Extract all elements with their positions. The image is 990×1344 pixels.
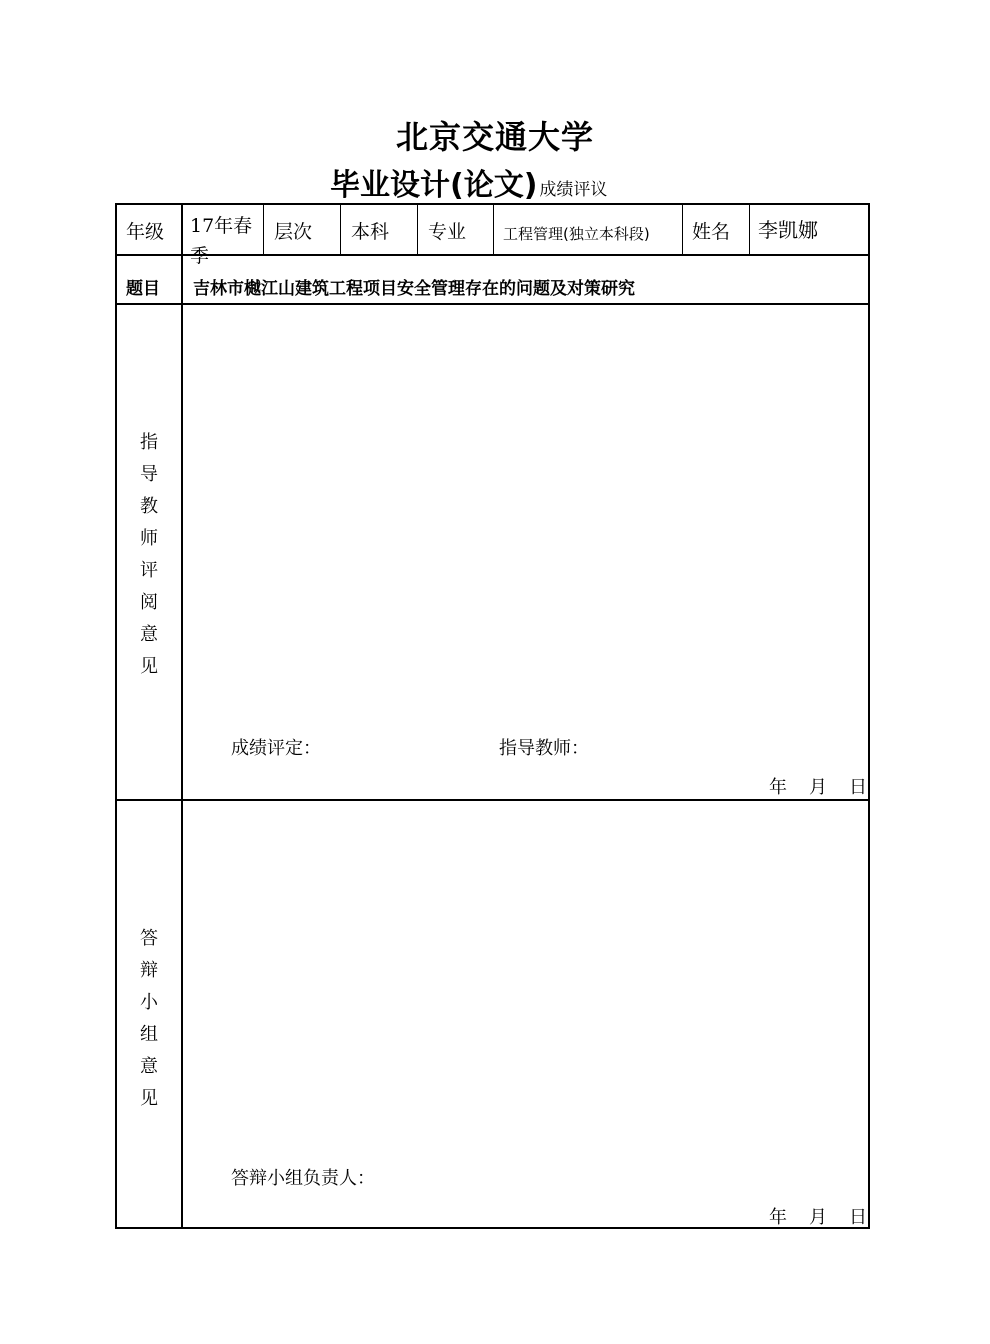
level-value: 本科 [351, 221, 390, 243]
form-title-main: 毕业设计(论文) [330, 168, 538, 203]
name-value: 李凯娜 [758, 218, 818, 242]
advisor-section-label [137, 427, 161, 683]
major-value: 工程管理(独立本科段) [503, 225, 650, 243]
label-column-divider [181, 205, 183, 1229]
date-month: 月 [809, 777, 827, 798]
label-char: 评 [140, 560, 158, 581]
score-label: 成绩评定： [231, 738, 321, 759]
label-char: 指 [140, 432, 158, 453]
label-char: 组 [140, 1024, 158, 1045]
label-char: 导 [140, 464, 158, 485]
label-char: 答 [140, 928, 158, 949]
col-divider [340, 205, 341, 254]
label-char: 见 [140, 656, 158, 677]
label-char: 小 [140, 992, 158, 1013]
label-char: 辩 [140, 960, 158, 981]
col-divider [749, 205, 750, 254]
name-label: 姓名 [692, 221, 731, 243]
row-divider [117, 303, 868, 305]
date-year: 年 [769, 777, 787, 798]
defense-section-label [137, 923, 161, 1115]
defense-leader-label: 答辩小组负责人： [231, 1168, 375, 1189]
topic-value: 吉林市樾江山建筑工程项目安全管理存在的问题及对策研究 [193, 279, 635, 299]
university-title: 北京交通大学 [395, 118, 594, 156]
level-label: 层次 [274, 221, 313, 243]
advisor-signature-label: 指导教师： [499, 738, 589, 759]
col-divider [417, 205, 418, 254]
label-char: 见 [140, 1088, 158, 1109]
evaluation-form-table [115, 203, 870, 1229]
major-label: 专业 [428, 221, 467, 243]
grade-value: 17年春季 [190, 215, 253, 267]
form-title [330, 160, 607, 204]
advisor-date [769, 777, 867, 799]
label-char: 教 [140, 496, 158, 517]
date-year: 年 [769, 1207, 787, 1228]
label-char: 师 [140, 528, 158, 549]
grade-value-box [190, 211, 268, 267]
col-divider [493, 205, 494, 254]
form-title-sub: 成绩评议 [539, 180, 608, 200]
row-divider [117, 799, 868, 801]
grade-label: 年级 [126, 221, 165, 243]
date-month: 月 [809, 1207, 827, 1228]
date-day: 日 [849, 1207, 867, 1228]
date-day: 日 [849, 777, 867, 798]
col-divider [682, 205, 683, 254]
defense-date [769, 1207, 867, 1229]
label-char: 意 [140, 624, 158, 645]
label-char: 阅 [140, 592, 158, 613]
label-char: 意 [140, 1056, 158, 1077]
topic-label: 题目 [126, 279, 160, 299]
